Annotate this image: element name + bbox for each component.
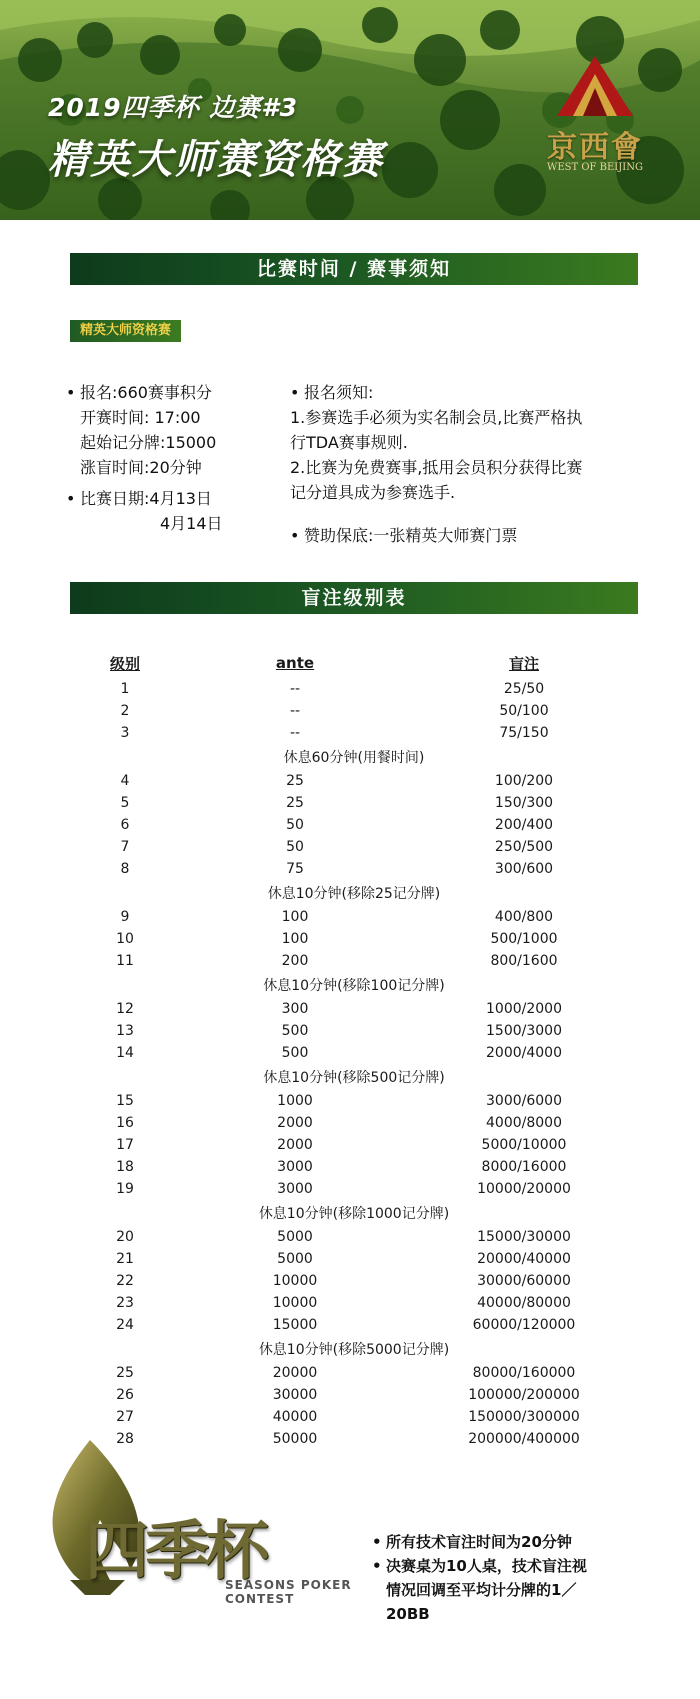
cell-level: 25 xyxy=(116,1365,134,1381)
cell-blinds: 800/1600 xyxy=(490,953,558,969)
section-title-schedule: 比赛时间 / 赛事须知 xyxy=(70,253,638,285)
note-1: 所有技术盲注时间为20分钟 xyxy=(386,1533,572,1551)
table-row xyxy=(70,1112,638,1134)
cell-blinds: 1500/3000 xyxy=(486,1023,562,1039)
hero-banner xyxy=(0,0,700,220)
break-text: 休息10分钟(移除100记分牌) xyxy=(263,978,445,994)
cell-blinds: 80000/160000 xyxy=(472,1365,576,1381)
table-row xyxy=(70,928,638,950)
signup-fee: 报名:660赛事积分 xyxy=(80,383,212,402)
table-row xyxy=(70,998,638,1020)
cell-ante: 10000 xyxy=(272,1273,318,1289)
cell-blinds: 25/50 xyxy=(503,681,545,697)
event-date-2: 4月14日 xyxy=(160,514,223,533)
cell-ante: 100 xyxy=(281,931,309,947)
cell-ante: 2000 xyxy=(277,1115,313,1131)
cell-blinds: 500/1000 xyxy=(490,931,558,947)
table-row xyxy=(70,1020,638,1042)
cell-blinds: 250/500 xyxy=(494,839,554,855)
bullet-icon: • xyxy=(66,383,76,402)
table-row xyxy=(70,1226,638,1248)
cell-ante: 50000 xyxy=(272,1431,318,1447)
info-right-column xyxy=(290,380,650,548)
cell-ante: 5000 xyxy=(277,1251,313,1267)
cell-ante: 3000 xyxy=(277,1159,313,1175)
cell-ante: -- xyxy=(289,725,301,741)
cell-level: 23 xyxy=(116,1295,134,1311)
break-text: 休息10分钟(移除500记分牌) xyxy=(263,1070,445,1086)
cell-ante: 15000 xyxy=(272,1317,318,1333)
notice-1b: 行TDA赛事规则. xyxy=(290,433,408,452)
event-date: 比赛日期:4月13日 xyxy=(80,489,212,508)
cell-level: 28 xyxy=(116,1431,134,1447)
cell-blinds: 150000/300000 xyxy=(468,1409,580,1425)
notice-2a: 2.比赛为免费赛事,抵用会员积分获得比赛 xyxy=(290,458,583,477)
break-row xyxy=(70,1336,638,1362)
starting-chips: 起始记分牌:15000 xyxy=(80,433,217,452)
note-2b: 情况回调至平均计分牌的1／ xyxy=(386,1581,577,1599)
header-blinds: 盲注 xyxy=(508,654,539,673)
table-row xyxy=(70,1270,638,1292)
cell-ante: 75 xyxy=(286,861,304,877)
cell-blinds: 40000/80000 xyxy=(477,1295,571,1311)
table-row xyxy=(70,1178,638,1200)
brand-logo xyxy=(535,52,655,182)
cell-ante: 500 xyxy=(281,1023,309,1039)
cell-blinds: 3000/6000 xyxy=(486,1093,562,1109)
cell-level: 7 xyxy=(120,839,130,855)
table-row xyxy=(70,1156,638,1178)
cell-level: 27 xyxy=(116,1409,134,1425)
season-en-line2: CONTEST xyxy=(225,1592,295,1606)
cell-level: 15 xyxy=(116,1093,134,1109)
table-row xyxy=(70,678,638,700)
table-row xyxy=(70,1134,638,1156)
cell-level: 19 xyxy=(116,1181,134,1197)
bullet-icon: • xyxy=(372,1557,382,1575)
cell-level: 9 xyxy=(120,909,130,925)
cell-ante: 500 xyxy=(281,1045,309,1061)
cell-blinds: 30000/60000 xyxy=(477,1273,571,1289)
cell-blinds: 100000/200000 xyxy=(468,1387,580,1403)
season-cup-title: 四季杯 xyxy=(85,1514,265,1589)
logo-chinese-text: 京西會 xyxy=(547,130,643,165)
table-header-row xyxy=(70,648,638,678)
cell-blinds: 5000/10000 xyxy=(481,1137,567,1153)
cell-level: 17 xyxy=(116,1137,134,1153)
cell-level: 5 xyxy=(120,795,130,811)
cell-level: 16 xyxy=(116,1115,134,1131)
section-title-blinds: 盲注级别表 xyxy=(70,582,638,614)
table-row xyxy=(70,1384,638,1406)
break-row xyxy=(70,880,638,906)
break-text: 休息10分钟(移除1000记分牌) xyxy=(258,1206,450,1222)
header-ante: ante xyxy=(275,654,315,672)
notice-2b: 记分道具成为参赛选手. xyxy=(290,483,456,502)
header-level: 级别 xyxy=(109,654,140,673)
cell-level: 6 xyxy=(120,817,130,833)
bullet-icon: • xyxy=(66,489,76,508)
table-row xyxy=(70,1248,638,1270)
season-cup-english xyxy=(225,1578,352,1606)
cell-blinds: 1000/2000 xyxy=(486,1001,562,1017)
cell-ante: 5000 xyxy=(277,1229,313,1245)
cell-level: 3 xyxy=(120,725,130,741)
table-row xyxy=(70,836,638,858)
cell-level: 14 xyxy=(116,1045,134,1061)
cell-level: 8 xyxy=(120,861,130,877)
cell-level: 21 xyxy=(116,1251,134,1267)
cell-ante: 40000 xyxy=(272,1409,318,1425)
note-2c: 20BB xyxy=(386,1605,430,1623)
notice-title: 报名须知: xyxy=(304,383,374,402)
break-row xyxy=(70,1200,638,1226)
triangle-logo-icon xyxy=(535,52,655,122)
cell-ante: 30000 xyxy=(272,1387,318,1403)
table-row xyxy=(70,1042,638,1064)
break-row xyxy=(70,1064,638,1090)
break-text: 休息10分钟(移除25记分牌) xyxy=(267,886,441,902)
table-row xyxy=(70,1362,638,1384)
footer-notes xyxy=(372,1530,692,1626)
cell-level: 2 xyxy=(120,703,130,719)
table-row xyxy=(70,858,638,880)
table-row xyxy=(70,1090,638,1112)
tournament-tag: 精英大师资格赛 xyxy=(70,320,181,342)
cell-blinds: 400/800 xyxy=(494,909,554,925)
bullet-icon: • xyxy=(290,526,300,545)
notice-1a: 1.参赛选手必须为实名制会员,比赛严格执 xyxy=(290,408,583,427)
table-row xyxy=(70,906,638,928)
cell-ante: 100 xyxy=(281,909,309,925)
cell-level: 22 xyxy=(116,1273,134,1289)
break-text: 休息60分钟(用餐时间) xyxy=(283,750,425,766)
table-row xyxy=(70,1292,638,1314)
cell-ante: 200 xyxy=(281,953,309,969)
cell-ante: 50 xyxy=(286,817,304,833)
cell-level: 24 xyxy=(116,1317,134,1333)
table-row xyxy=(70,1406,638,1428)
start-time: 开赛时间: 17:00 xyxy=(80,408,201,427)
cell-blinds: 75/150 xyxy=(499,725,549,741)
cell-level: 1 xyxy=(120,681,130,697)
cell-blinds: 60000/120000 xyxy=(472,1317,576,1333)
cell-ante: 25 xyxy=(286,795,304,811)
table-row xyxy=(70,1314,638,1336)
cell-blinds: 10000/20000 xyxy=(477,1181,571,1197)
cell-blinds: 150/300 xyxy=(494,795,554,811)
cell-level: 18 xyxy=(116,1159,134,1175)
sponsor-guarantee: 赞助保底:一张精英大师赛门票 xyxy=(304,526,518,545)
event-subtitle: 2019四季杯 边赛#3 xyxy=(48,93,299,122)
table-row xyxy=(70,722,638,744)
blind-interval: 涨盲时间:20分钟 xyxy=(80,458,202,477)
cell-level: 13 xyxy=(116,1023,134,1039)
cell-blinds: 50/100 xyxy=(499,703,549,719)
cell-blinds: 200000/400000 xyxy=(468,1431,580,1447)
cell-blinds: 4000/8000 xyxy=(486,1115,562,1131)
event-title: 精英大师赛资格赛 xyxy=(48,137,384,183)
cell-level: 12 xyxy=(116,1001,134,1017)
note-2a: 决赛桌为10人桌，技术盲注视 xyxy=(386,1557,587,1575)
cell-blinds: 2000/4000 xyxy=(486,1045,562,1061)
table-row xyxy=(70,770,638,792)
cell-blinds: 100/200 xyxy=(494,773,554,789)
cell-level: 10 xyxy=(116,931,134,947)
cell-ante: 2000 xyxy=(277,1137,313,1153)
cell-ante: 50 xyxy=(286,839,304,855)
bullet-icon: • xyxy=(372,1533,382,1551)
cell-ante: -- xyxy=(289,703,301,719)
info-left-column xyxy=(66,380,223,536)
cell-level: 11 xyxy=(116,953,134,969)
table-row xyxy=(70,792,638,814)
cell-blinds: 300/600 xyxy=(494,861,554,877)
blind-structure-table xyxy=(70,648,638,1450)
season-en-line1: SEASONS POKER xyxy=(225,1578,352,1592)
cell-ante: 300 xyxy=(281,1001,309,1017)
cell-blinds: 8000/16000 xyxy=(481,1159,567,1175)
cell-ante: -- xyxy=(289,681,301,697)
cell-level: 20 xyxy=(116,1229,134,1245)
logo-english-text: WEST OF BEIJING xyxy=(547,162,643,173)
cell-blinds: 15000/30000 xyxy=(477,1229,571,1245)
cell-ante: 25 xyxy=(286,773,304,789)
break-row xyxy=(70,972,638,998)
cell-ante: 10000 xyxy=(272,1295,318,1311)
season-cup-logo xyxy=(30,1430,390,1610)
table-row xyxy=(70,950,638,972)
cell-blinds: 20000/40000 xyxy=(477,1251,571,1267)
cell-blinds: 200/400 xyxy=(494,817,554,833)
cell-level: 4 xyxy=(120,773,130,789)
cell-ante: 20000 xyxy=(272,1365,318,1381)
table-row xyxy=(70,814,638,836)
break-text: 休息10分钟(移除5000记分牌) xyxy=(258,1342,450,1358)
bullet-icon: • xyxy=(290,383,300,402)
table-row xyxy=(70,700,638,722)
cell-ante: 1000 xyxy=(277,1093,313,1109)
break-row xyxy=(70,744,638,770)
cell-level: 26 xyxy=(116,1387,134,1403)
cell-ante: 3000 xyxy=(277,1181,313,1197)
